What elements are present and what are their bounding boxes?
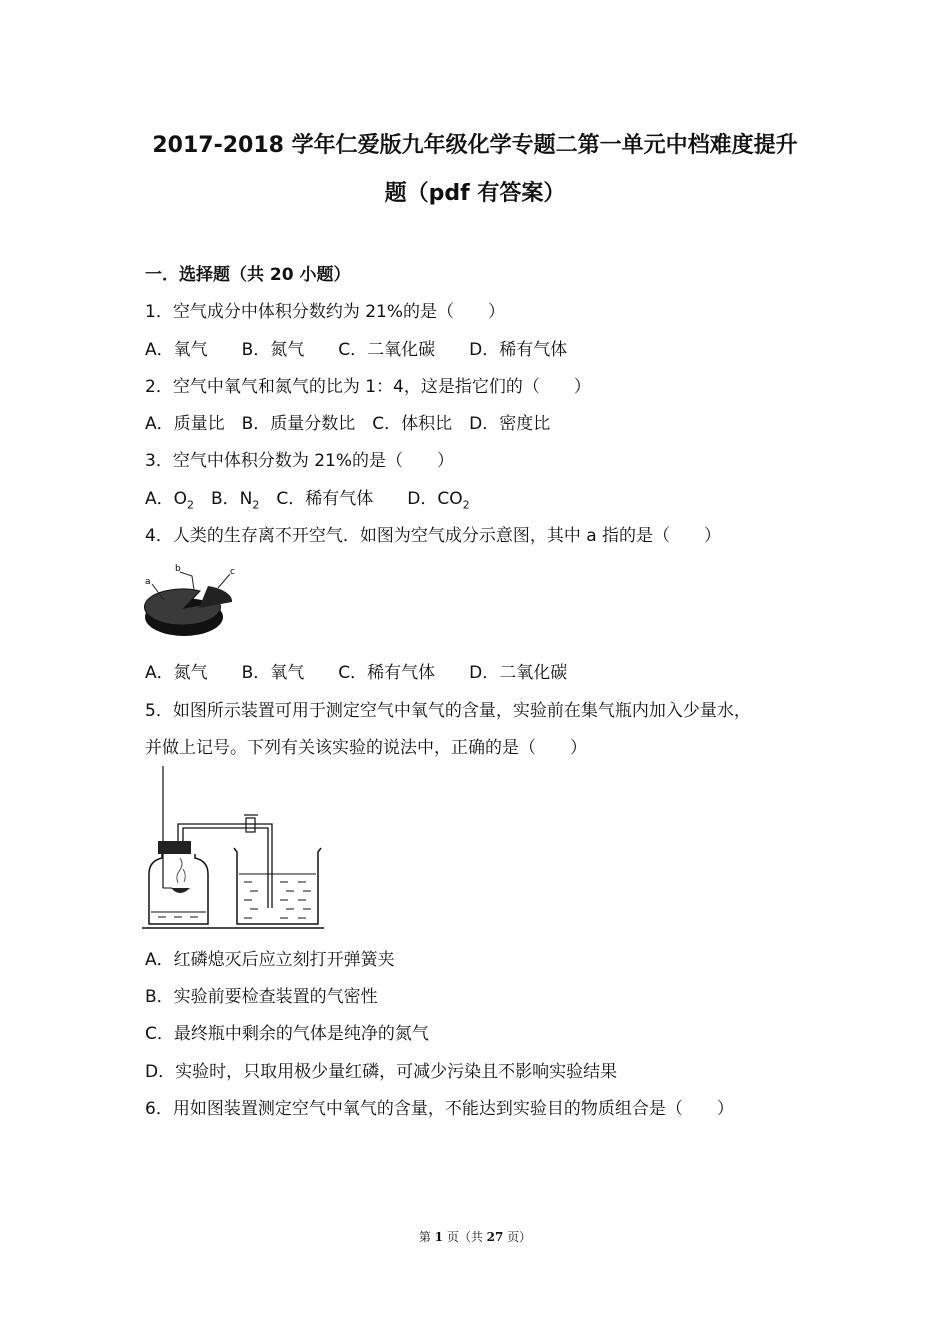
air-composition-pie-figure (142, 562, 242, 642)
footer-suffix: 页） (503, 1230, 532, 1244)
question-4-options: A．氮气 B．氧气 C．稀有气体 D．二氧化碳 (145, 663, 568, 683)
document-title-line2: 题（pdf 有答案） (384, 181, 566, 206)
question-5-stem-line2: 并做上记号。下列有关该实验的说法中，正确的是（ ） (145, 738, 587, 758)
footer-prefix: 第 (418, 1230, 435, 1244)
option-b-subscript: 2 (252, 498, 260, 512)
beaker (234, 848, 321, 924)
question-2-options: A．质量比 B．质量分数比 C．体积比 D．密度比 (145, 414, 551, 434)
footer-mid: 页（共 (443, 1230, 487, 1244)
question-2-stem: 2．空气中氧气和氮气的比为 1：4，这是指它们的（ ） (145, 377, 591, 397)
label-c: c (230, 567, 235, 577)
option-a-subscript: 2 (187, 498, 195, 512)
question-1-stem: 1．空气成分中体积分数约为 21%的是（ ） (145, 302, 506, 322)
option-a-text: A．O (145, 489, 188, 509)
question-5-option-c: C．最终瓶中剩余的气体是纯净的氮气 (145, 1024, 429, 1044)
pointer-c (218, 574, 230, 588)
option-b-text: B．N (194, 489, 253, 509)
page-footer (0, 1228, 950, 1245)
option-c-d-text: C．稀有气体 D．CO (259, 489, 463, 509)
connecting-tube (178, 824, 272, 908)
footer-page-number: 1 (434, 1230, 443, 1244)
rubber-stopper (158, 841, 191, 854)
question-5-option-d: D．实验时，只取用极少量红磷，可减少污染且不影响实验结果 (145, 1062, 618, 1082)
option-d-subscript: 2 (462, 498, 470, 512)
section-heading: 一．选择题（共 20 小题） (145, 265, 351, 285)
question-3-options (145, 484, 470, 511)
pointer-b (180, 572, 194, 590)
label-a: a (145, 577, 151, 587)
question-4-stem: 4．人类的生存离不开空气．如图为空气成分示意图，其中 a 指的是（ ） (145, 526, 722, 546)
oxygen-measurement-apparatus-figure (140, 766, 325, 931)
combustion-spoon (171, 888, 190, 893)
smoke-wisp (177, 858, 182, 883)
pie-small-sector (199, 586, 232, 608)
label-b: b (175, 564, 181, 574)
question-5-stem-line1: 5．如图所示装置可用于测定空气中氧气的含量，实验前在集气瓶内加入少量水， (145, 701, 751, 721)
connecting-tube-inner (183, 828, 268, 908)
footer-total-pages: 27 (486, 1230, 504, 1244)
beaker-water-dashes (244, 882, 311, 918)
question-3-stem: 3．空气中体积分数为 21%的是（ ） (145, 451, 455, 471)
question-6-stem: 6．用如图装置测定空气中氧气的含量，不能达到实验目的物质组合是（ ） (145, 1099, 734, 1119)
smoke-wisp (183, 869, 185, 882)
question-1-options: A．氧气 B．氮气 C．二氧化碳 D．稀有气体 (145, 340, 568, 360)
document-title-line1: 2017-2018 学年仁爱版九年级化学专题二第一单元中档难度提升 (152, 133, 798, 158)
spring-clamp (246, 818, 255, 832)
question-5-option-a: A．红磷熄灭后应立刻打开弹簧夹 (145, 950, 395, 970)
question-5-option-b: B．实验前要检查装置的气密性 (145, 987, 378, 1007)
